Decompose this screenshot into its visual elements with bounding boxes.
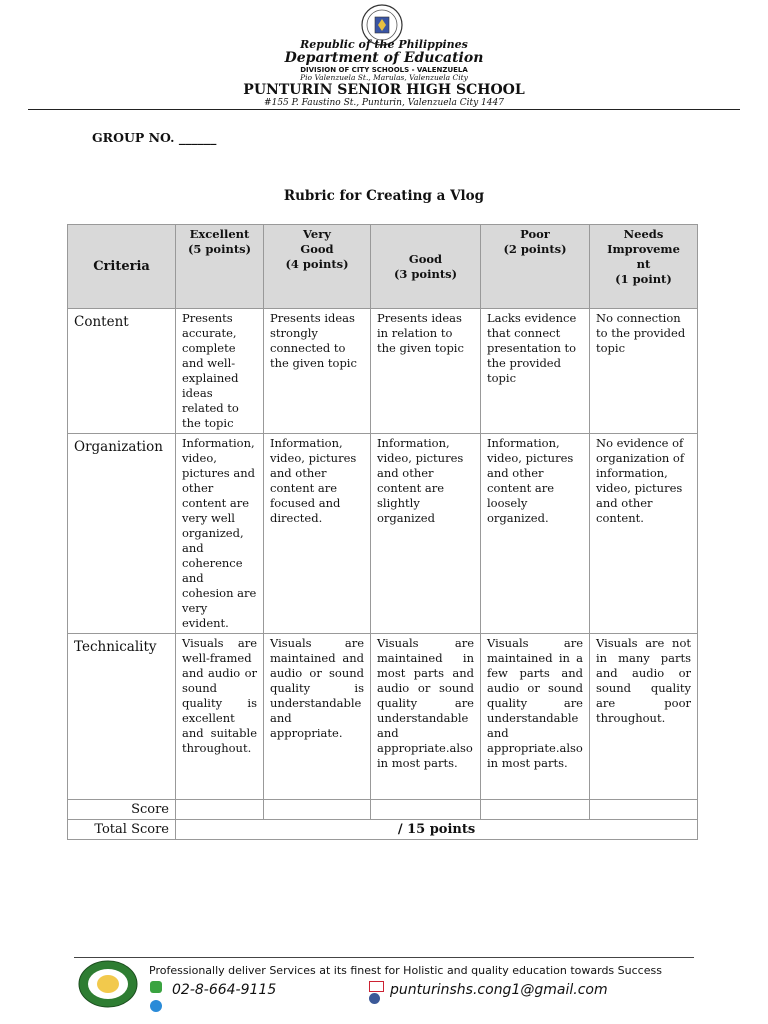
division-text: DIVISION OF CITY SCHOOLS - VALENZUELA (300, 66, 468, 74)
cell-content-poor: Lacks evidence that connect presentation to the provided topic (481, 309, 590, 434)
cell-organization-excellent: Information, video, pictures and other content are very well organized, and coherence and cohesion are very evident. (176, 434, 264, 634)
viber-icon (150, 1000, 162, 1012)
header-excellent: Excellent (5 points) (176, 225, 264, 309)
department-text: Department of Education (284, 50, 484, 66)
cell-organization-poor: Information, video, pictures and other content are loosely organized. (481, 434, 590, 634)
cell-content-good: Presents ideas in relation to the given topic (371, 309, 481, 434)
criterion-content: Content (68, 309, 176, 434)
cell-technicality-needs: Visuals are not in many parts and audio or sound quality are poor throughout. (590, 634, 698, 800)
header-poor: Poor (2 points) (481, 225, 590, 309)
total-score-value: / 15 points (176, 820, 698, 840)
footer-motto: Professionally deliver Services at its finest for Holistic and quality education towards Success (149, 964, 662, 977)
footer-divider (74, 957, 694, 958)
school-name: PUNTURIN SENIOR HIGH SCHOOL (243, 82, 525, 98)
rubric-table (67, 224, 698, 840)
cell-technicality-poor: Visuals are maintained in a few parts and audio or sound quality are understandable and appropriate.also in most parts. (481, 634, 590, 800)
cell-organization-needs: No evidence of organization of information, video, pictures and other content. (590, 434, 698, 634)
cell-content-excellent: Presents accurate, complete and well-explained ideas related to the topic (176, 309, 264, 434)
phone-icon (150, 981, 162, 993)
table-row (68, 434, 698, 634)
group-number-label: GROUP NO. ______ (92, 130, 217, 145)
table-header-row (68, 225, 698, 309)
table-row (68, 634, 698, 800)
score-label: Score (68, 800, 176, 820)
score-cell-excellent[interactable] (176, 800, 264, 820)
score-cell-good[interactable] (371, 800, 481, 820)
republic-text: Republic of the Philippines (300, 38, 468, 51)
cell-technicality-good: Visuals are maintained in most parts and audio or sound quality are understandable and appropriate.also in most parts. (371, 634, 481, 800)
header-criteria: Criteria (68, 225, 176, 309)
header-very-good: Very Good (4 points) (264, 225, 371, 309)
rubric-title: Rubric for Creating a Vlog (283, 188, 485, 204)
cell-content-very-good: Presents ideas strongly connected to the given topic (264, 309, 371, 434)
division-address: Pio Valenzuela St., Marulas, Valenzuela City (300, 73, 468, 82)
email-icon (369, 981, 384, 992)
cell-technicality-excellent: Visuals are well-framed and audio or sound quality is excellent and suitable throughout. (176, 634, 264, 800)
cell-technicality-very-good: Visuals are maintained and audio or sound quality is understandable and appropriate. (264, 634, 371, 800)
header-good: Good (3 points) (371, 225, 481, 309)
total-score-row (68, 820, 698, 840)
cell-organization-very-good: Information, video, pictures and other content are focused and directed. (264, 434, 371, 634)
score-cell-needs[interactable] (590, 800, 698, 820)
footer-phone: 02-8-664-9115 (172, 982, 277, 998)
score-cell-very-good[interactable] (264, 800, 371, 820)
table-row (68, 309, 698, 434)
facebook-icon (369, 993, 380, 1004)
criterion-technicality: Technicality (68, 634, 176, 800)
total-score-label: Total Score (68, 820, 176, 840)
score-cell-poor[interactable] (481, 800, 590, 820)
criterion-organization: Organization (68, 434, 176, 634)
school-logo-icon (78, 960, 138, 1008)
school-address: #155 P. Faustino St., Punturin, Valenzuela City 1447 (264, 98, 504, 108)
cell-organization-good: Information, video, pictures and other content are slightly organized (371, 434, 481, 634)
header-divider (28, 109, 740, 110)
cell-content-needs: No connection to the provided topic (590, 309, 698, 434)
footer-email[interactable]: punturinshs.cong1@gmail.com (390, 982, 608, 998)
score-row (68, 800, 698, 820)
header-needs-improvement: Needs Improveme nt (1 point) (590, 225, 698, 309)
